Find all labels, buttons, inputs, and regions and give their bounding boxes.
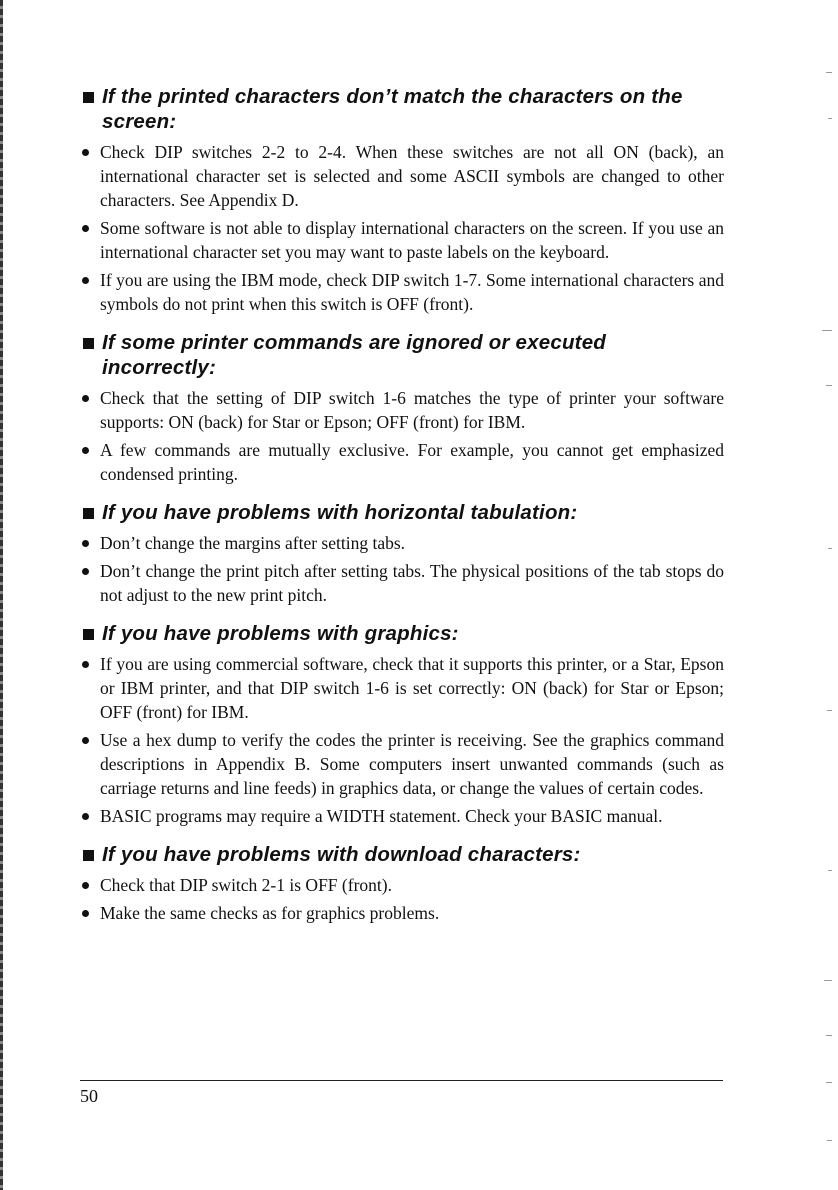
- list-item-text: BASIC programs may require a WIDTH statement. Check your BASIC manual.: [100, 806, 663, 826]
- section-character-mismatch: [82, 84, 724, 316]
- square-bullet-icon: [83, 92, 94, 103]
- scan-right-margin-marks: [818, 0, 832, 1190]
- section-heading: [82, 84, 724, 134]
- section-heading: [82, 500, 724, 525]
- square-bullet-icon: [83, 629, 94, 640]
- list-item: [82, 873, 724, 897]
- page-number: 50: [80, 1086, 98, 1106]
- round-bullet-icon: [82, 910, 89, 917]
- list-item: [82, 216, 724, 264]
- list-item-text: Don’t change the print pitch after setting tabs. The physical positions of the tab stops do not adjust to the new print pitch.: [100, 561, 724, 605]
- list-item: [82, 438, 724, 486]
- list-item: [82, 728, 724, 800]
- list-item-text: Check DIP switches 2-2 to 2-4. When these switches are not all ON (back), an international character set is selected and some ASCII symbols are changed to other characters. See Appendix D.: [100, 142, 724, 210]
- section-commands-ignored: [82, 330, 724, 486]
- list-item-text: If you are using commercial software, check that it supports this printer, or a Star, Epson or IBM printer, and that DIP switch 1-6 is set correctly: ON (back) for Star or Epson; OFF (front) for IBM.: [100, 654, 724, 722]
- section-horizontal-tabulation: [82, 500, 724, 607]
- square-bullet-icon: [83, 850, 94, 861]
- list-item-text: Use a hex dump to verify the codes the printer is receiving. See the graphics command descriptions in Appendix B. Some computers insert unwanted commands (such as carriage returns and line feeds) in graphics data, or change the values of certain codes.: [100, 730, 724, 798]
- list-item: [82, 901, 724, 925]
- scan-left-edge: [0, 0, 3, 1190]
- round-bullet-icon: [82, 737, 89, 744]
- square-bullet-icon: [83, 508, 94, 519]
- manual-page-content: [82, 84, 724, 939]
- section-heading-text: If some printer commands are ignored or executed incorrectly:: [102, 331, 607, 379]
- list-item-text: A few commands are mutually exclusive. For example, you cannot get emphasized condensed printing.: [100, 440, 724, 484]
- list-item: [82, 268, 724, 316]
- footer-divider: [80, 1080, 723, 1081]
- square-bullet-icon: [83, 338, 94, 349]
- list-item: [82, 386, 724, 434]
- section-heading: [82, 330, 724, 380]
- section-heading-text: If you have problems with download characters:: [102, 843, 581, 866]
- round-bullet-icon: [82, 882, 89, 889]
- section-heading-text: If you have problems with horizontal tabulation:: [102, 501, 578, 524]
- round-bullet-icon: [82, 661, 89, 668]
- section-download-characters: [82, 842, 724, 925]
- round-bullet-icon: [82, 447, 89, 454]
- list-item: [82, 559, 724, 607]
- section-heading: [82, 621, 724, 646]
- section-heading: [82, 842, 724, 867]
- list-item: [82, 804, 724, 828]
- round-bullet-icon: [82, 568, 89, 575]
- list-item: [82, 531, 724, 555]
- list-item-text: Check that the setting of DIP switch 1-6 matches the type of printer your software supports: ON (back) for Star or Epson; OFF (front) for IBM.: [100, 388, 724, 432]
- round-bullet-icon: [82, 225, 89, 232]
- section-heading-text: If you have problems with graphics:: [102, 622, 459, 645]
- list-item: [82, 652, 724, 724]
- list-item-text: If you are using the IBM mode, check DIP switch 1-7. Some international characters and symbols do not print when this switch is OFF (front).: [100, 270, 724, 314]
- section-graphics: [82, 621, 724, 828]
- list-item-text: Make the same checks as for graphics problems.: [100, 903, 440, 923]
- round-bullet-icon: [82, 149, 89, 156]
- list-item: [82, 140, 724, 212]
- round-bullet-icon: [82, 395, 89, 402]
- list-item-text: Don’t change the margins after setting tabs.: [100, 533, 406, 553]
- section-heading-text: If the printed characters don’t match the characters on the screen:: [102, 85, 683, 133]
- round-bullet-icon: [82, 813, 89, 820]
- list-item-text: Some software is not able to display international characters on the screen. If you use an international character set you may want to paste labels on the keyboard.: [100, 218, 724, 262]
- round-bullet-icon: [82, 277, 89, 284]
- list-item-text: Check that DIP switch 2-1 is OFF (front).: [100, 875, 392, 895]
- round-bullet-icon: [82, 540, 89, 547]
